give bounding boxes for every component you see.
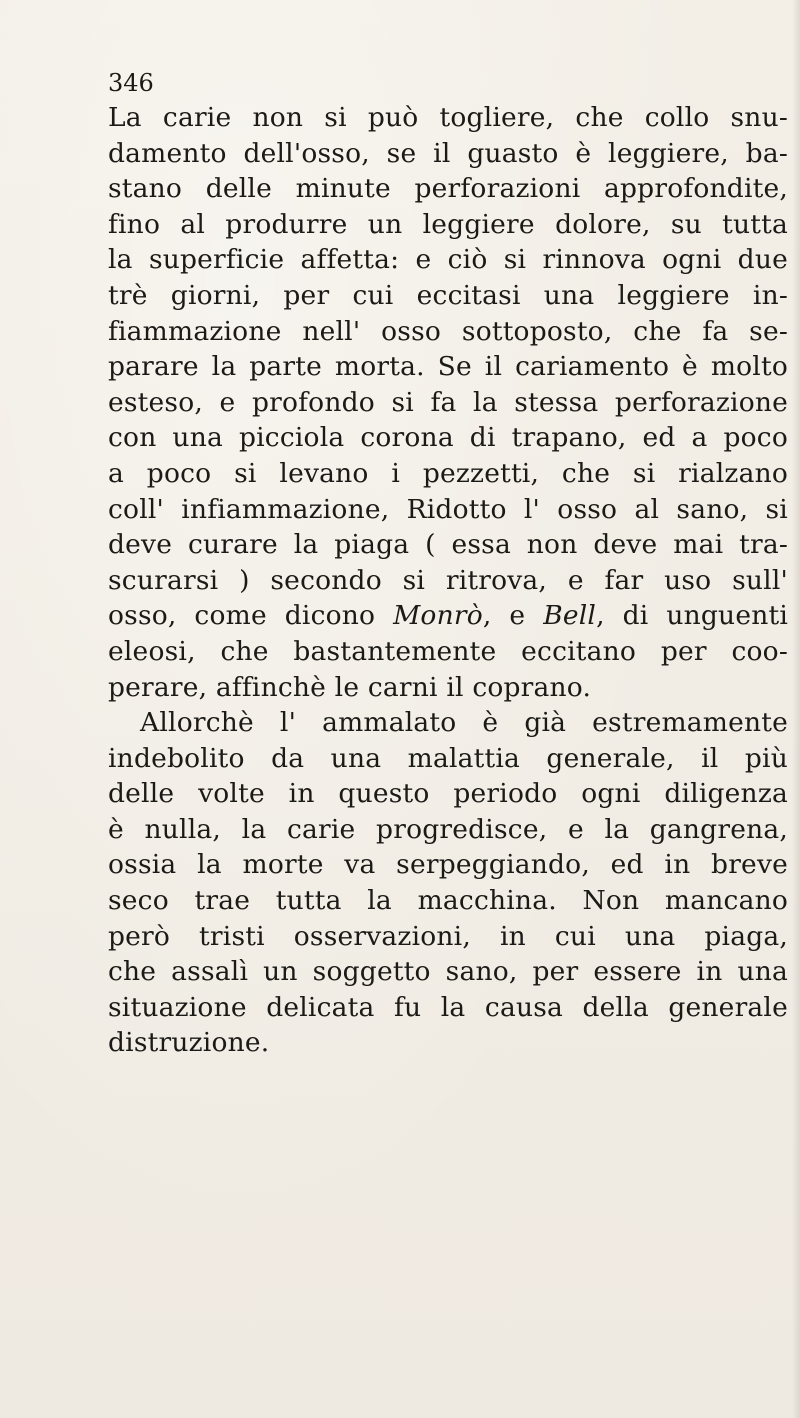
text-line: che assalì un soggetto sano, per essere in una — [108, 956, 788, 988]
text-line: coll' infiammazione, Ridotto l' osso al sano, si — [108, 493, 788, 525]
text-line: perare, affinchè le carni il coprano. — [108, 671, 592, 703]
text-line: però tristi osservazioni, in cui una piaga, — [108, 920, 788, 952]
text-line: esteso, e profondo si fa la stessa perforazione — [108, 386, 788, 418]
text-line: parare la parte morta. Se il cariamento è molto — [108, 351, 788, 383]
text-line: con una picciola corona di trapano, ed a poco — [108, 422, 788, 454]
author-name-bell: Bell — [543, 600, 597, 632]
text-fragment: , e — [482, 600, 544, 632]
text-line: damento dell'osso, se il guasto è leggiere, ba- — [108, 137, 788, 169]
page-edge-shadow — [792, 0, 800, 1418]
text-line: a poco si levano i pezzetti, che si rialzano — [108, 457, 788, 489]
text-line: situazione delicata fu la causa della generale — [108, 991, 788, 1023]
text-line: delle volte in questo periodo ogni diligenza — [108, 778, 788, 810]
text-line: stano delle minute perforazioni approfondite, — [108, 173, 788, 205]
text-line: seco trae tutta la macchina. Non mancano — [108, 885, 788, 917]
text-line: deve curare la piaga ( essa non deve mai tra- — [108, 529, 788, 561]
text-line: distruzione. — [108, 1027, 270, 1059]
text-line: indebolito da una malattia generale, il più — [108, 742, 788, 774]
text-line: è nulla, la carie progredisce, e la gangrena, — [108, 813, 788, 845]
text-fragment: osso, come dicono — [108, 600, 394, 632]
author-name-monro: Monrò — [393, 600, 483, 632]
text-line: fiammazione nell' osso sottoposto, che fa se- — [108, 315, 788, 347]
body-text — [108, 100, 788, 1061]
text-line: ossia la morte va serpeggiando, ed in breve — [108, 849, 788, 881]
text-line: La carie non si può togliere, che collo snu- — [108, 102, 788, 133]
text-line: scurarsi ) secondo si ritrova, e far uso sull' — [108, 564, 788, 596]
text-fragment: , di unguenti — [596, 600, 789, 632]
text-line: fino al produrre un leggiere dolore, su tutta — [108, 208, 788, 240]
page-number: 346 — [108, 69, 154, 97]
text-line: eleosi, che bastantemente eccitano per coo- — [108, 635, 788, 667]
paragraph-start-line: Allorchè l' ammalato è già estremamente — [140, 707, 788, 739]
text-line: trè giorni, per cui eccitasi una leggiere in- — [108, 279, 788, 311]
text-line: la superficie affetta: e ciò si rinnova ogni due — [108, 244, 788, 276]
text-line-with-names — [108, 598, 788, 634]
